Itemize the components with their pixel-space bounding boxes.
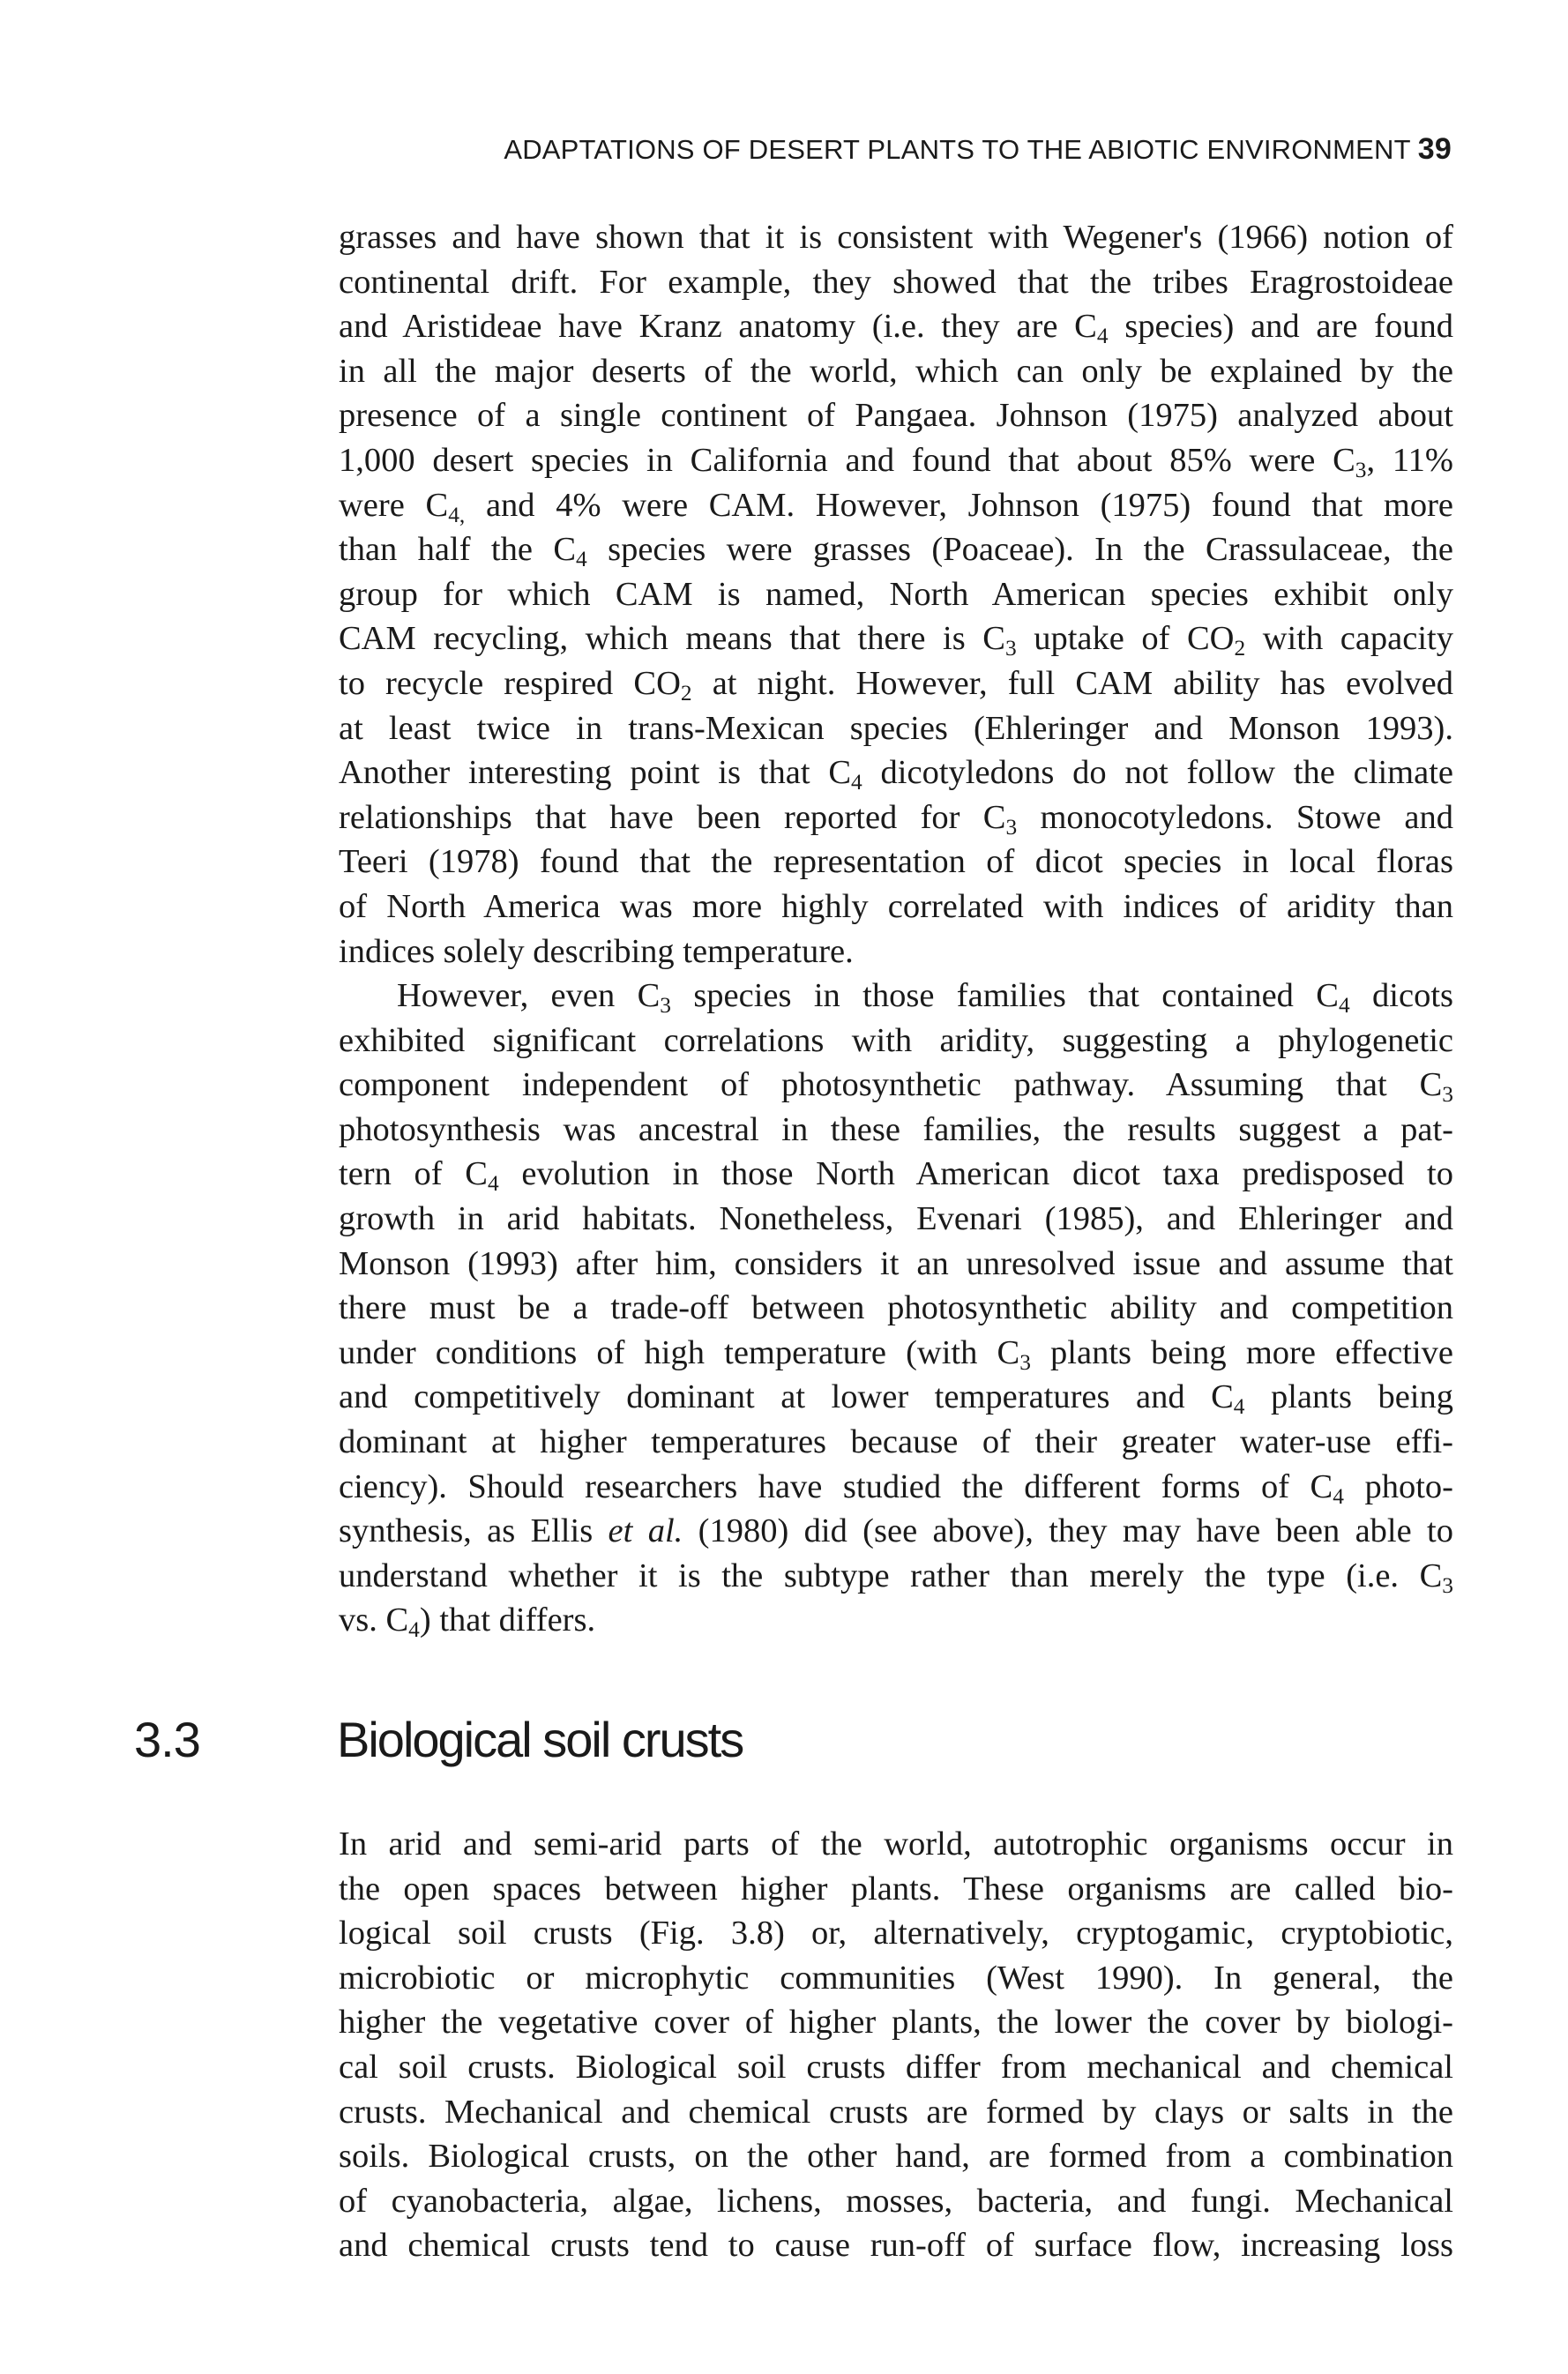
text-line: cal soil crusts. Biological soil crusts differ from mechanical and chemical [339,2048,1453,2086]
text-line: of cyanobacteria, algae, lichens, mosses, bacteria, and fungi. Mechanical [339,2182,1453,2220]
text-line: CAM recycling, which means that there is $C_3$ uptake of $CO_2$ with capacity [339,620,1453,661]
text-line: of North America was more highly correlated with indices of aridity than [339,887,1453,925]
section-number: 3.3 [134,1712,200,1767]
text-line: and Aristideae have Kranz anatomy (i.e. they are $C_4$ species) and are found [339,308,1453,349]
text-line: However, even $C_3$ species in those families that contained $C_4$ dicots [397,977,1453,1019]
body-paragraph-3 [339,1822,1453,2268]
text-line: vs. $C_4$) that differs. [339,1601,596,1643]
text-line: indices solely describing temperature. [339,932,854,970]
page-number: 39 [1417,132,1452,166]
text-line: soils. Biological crusts, on the other hand, are formed from a combination [339,2138,1453,2176]
text-line: the open spaces between higher plants. These organisms are called bio- [339,1870,1453,1907]
text-line: continental drift. For example, they showed that the tribes Eragrostoideae [339,263,1453,301]
body-paragraph-1 [339,215,1453,974]
text-line: microbiotic or microphytic communities (West 1990). In general, the [339,1959,1453,1997]
text-line: under conditions of high temperature (with $C_3$ plants being more effective [339,1333,1454,1375]
text-line: were $C_{4,}$ and 4% were CAM. However, Johnson (1975) found that more [339,486,1453,527]
text-line: understand whether it is the subtype rather than merely the type (i.e. $C_3$ [339,1557,1453,1598]
text-line: photosynthesis was ancestral in these families, the results suggest a pat- [339,1110,1453,1148]
text-line: component independent of photosynthetic pathway. Assuming that $C_3$ [339,1066,1453,1108]
text-line: Another interesting point is that $C_4$ dicotyledons do not follow the climate [339,754,1453,795]
text-line: in all the major deserts of the world, which can only be explained by the [339,352,1453,390]
text-line: higher the vegetative cover of higher plants, the lower the cover by biologi- [339,2004,1453,2042]
text-line: there must be a trade-off between photosynthetic ability and competition [339,1289,1453,1327]
text-line: In arid and semi-arid parts of the world, autotrophic organisms occur in [339,1825,1453,1863]
section-title: Biological soil crusts [337,1712,743,1767]
text-line: Teeri (1978) found that the representation of dicot species in local floras [339,843,1453,881]
text-line: than half the $C_4$ species were grasses (Poaceae). In the Crassulaceae, the [339,531,1453,572]
text-line: tern of $C_4$ evolution in those North American dicot taxa predisposed to [339,1155,1453,1197]
text-line: relationships that have been reported for $C_3$ monocotyledons. Stowe and [339,798,1454,840]
text-line: and competitively dominant at lower temperatures and $C_4$ plants being [339,1378,1453,1420]
text-line: at least twice in trans-Mexican species (Ehleringer and Monson 1993). [339,709,1453,747]
text-line: group for which CAM is named, North American species exhibit only [339,575,1453,613]
text-line: logical soil crusts (Fig. 3.8) or, alternatively, cryptogamic, cryptobiotic, [339,1915,1453,1952]
text-line: 1,000 desert species in California and found that about 85% were $C_3$, 11% [339,441,1453,483]
text-line: and chemical crusts tend to cause run-off of surface flow, increasing loss [339,2227,1453,2265]
text-line: exhibited significant correlations with aridity, suggesting a phylogenetic [339,1021,1453,1059]
running-title: ADAPTATIONS OF DESERT PLANTS TO THE ABIOTIC ENVIRONMENT [504,134,1411,165]
text-line: dominant at higher temperatures because of their greater water-use effi- [339,1422,1453,1460]
text-line: grasses and have shown that it is consistent with Wegener's (1966) notion of [339,219,1453,256]
text-line: crusts. Mechanical and chemical crusts are formed by clays or salts in the [339,2093,1453,2131]
text-line: synthesis, as Ellis et al. (1980) did (see above), they may have been able to [339,1512,1454,1550]
text-line: ciency). Should researchers have studied the different forms of $C_4$ photo- [339,1467,1453,1509]
text-line: Monson (1993) after him, considers it an unresolved issue and assume that [339,1244,1453,1282]
text-line: growth in arid habitats. Nonetheless, Evenari (1985), and Ehleringer and [339,1199,1453,1237]
running-head [504,132,1452,167]
text-line: presence of a single continent of Pangaea. Johnson (1975) analyzed about [339,397,1453,435]
body-paragraph-2 [339,974,1453,1643]
text-line: to recycle respired $CO_2$ at night. However, full CAM ability has evolved [339,664,1453,706]
